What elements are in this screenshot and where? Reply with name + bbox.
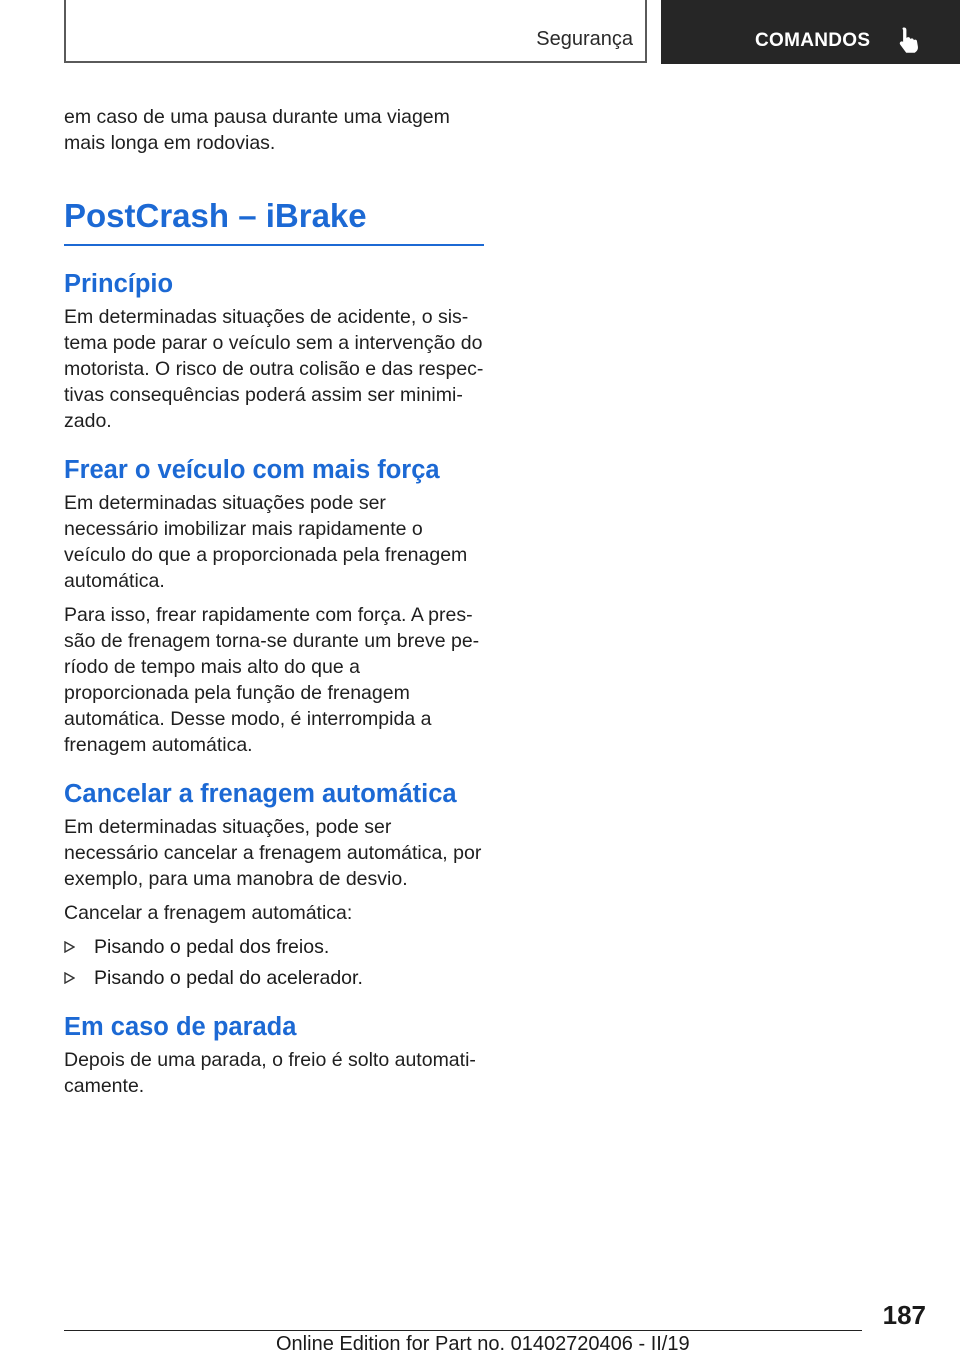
- section-paragraph: Depois de uma parada, o freio é solto automati-camente.: [64, 1049, 476, 1097]
- list-item-text: Pisando o pedal dos freios.: [94, 936, 330, 958]
- footer-divider: [64, 1330, 862, 1331]
- section-paragraph: Para isso, frear rapidamente com força. A pres-são de frenagem torna-se durante um breve pe-ríodo de tempo mais alto do que a proporcionada pela função de frenagem automática. Desse modo, é interrompida a frenagem automática.: [64, 604, 480, 756]
- section-heading-frear: Frear o veículo com mais força: [64, 456, 440, 484]
- main-column: [64, 104, 484, 1107]
- list-item: [64, 934, 484, 960]
- section-heading-parada: Em caso de parada: [64, 1013, 297, 1041]
- section-heading-cancelar: Cancelar a frenagem automática: [64, 780, 457, 808]
- intro-paragraph: em caso de uma pausa durante uma viagem mais longa em rodovias.: [64, 106, 450, 154]
- section-paragraph: Cancelar a frenagem automática:: [64, 902, 353, 924]
- section-heading-principio: Princípio: [64, 270, 174, 298]
- header-section-box: [64, 0, 647, 63]
- header-chapter-tab: [661, 0, 960, 64]
- header-section-title: Segurança: [536, 28, 633, 50]
- page-title: PostCrash – iBrake: [64, 196, 484, 246]
- footer-edition: Online Edition for Part no. 01402720406 - II/19: [276, 1333, 690, 1355]
- header-chapter-title: COMANDOS: [755, 30, 871, 51]
- list-item-text: Pisando o pedal do acelerador.: [94, 967, 363, 989]
- section-paragraph: Em determinadas situações de acidente, o sis-tema pode parar o veículo sem a intervenção do motorista. O risco de outra colisão e das respec-tivas consequências poderá assim ser minimi-zado.: [64, 306, 484, 432]
- section-paragraph: Em determinadas situações pode ser necessário imobilizar mais rapidamente o veículo do que a proporcionada pela frenagem automática.: [64, 492, 468, 592]
- page-number: 187: [882, 1300, 926, 1330]
- bullet-list: [64, 934, 484, 991]
- triangle-bullet-icon: [64, 972, 75, 984]
- triangle-bullet-icon: [64, 941, 75, 953]
- pointing-hand-icon: [897, 26, 921, 54]
- list-item: [64, 965, 484, 991]
- section-paragraph: Em determinadas situações, pode ser necessário cancelar a frenagem automática, por exemplo, para uma manobra de desvio.: [64, 816, 482, 890]
